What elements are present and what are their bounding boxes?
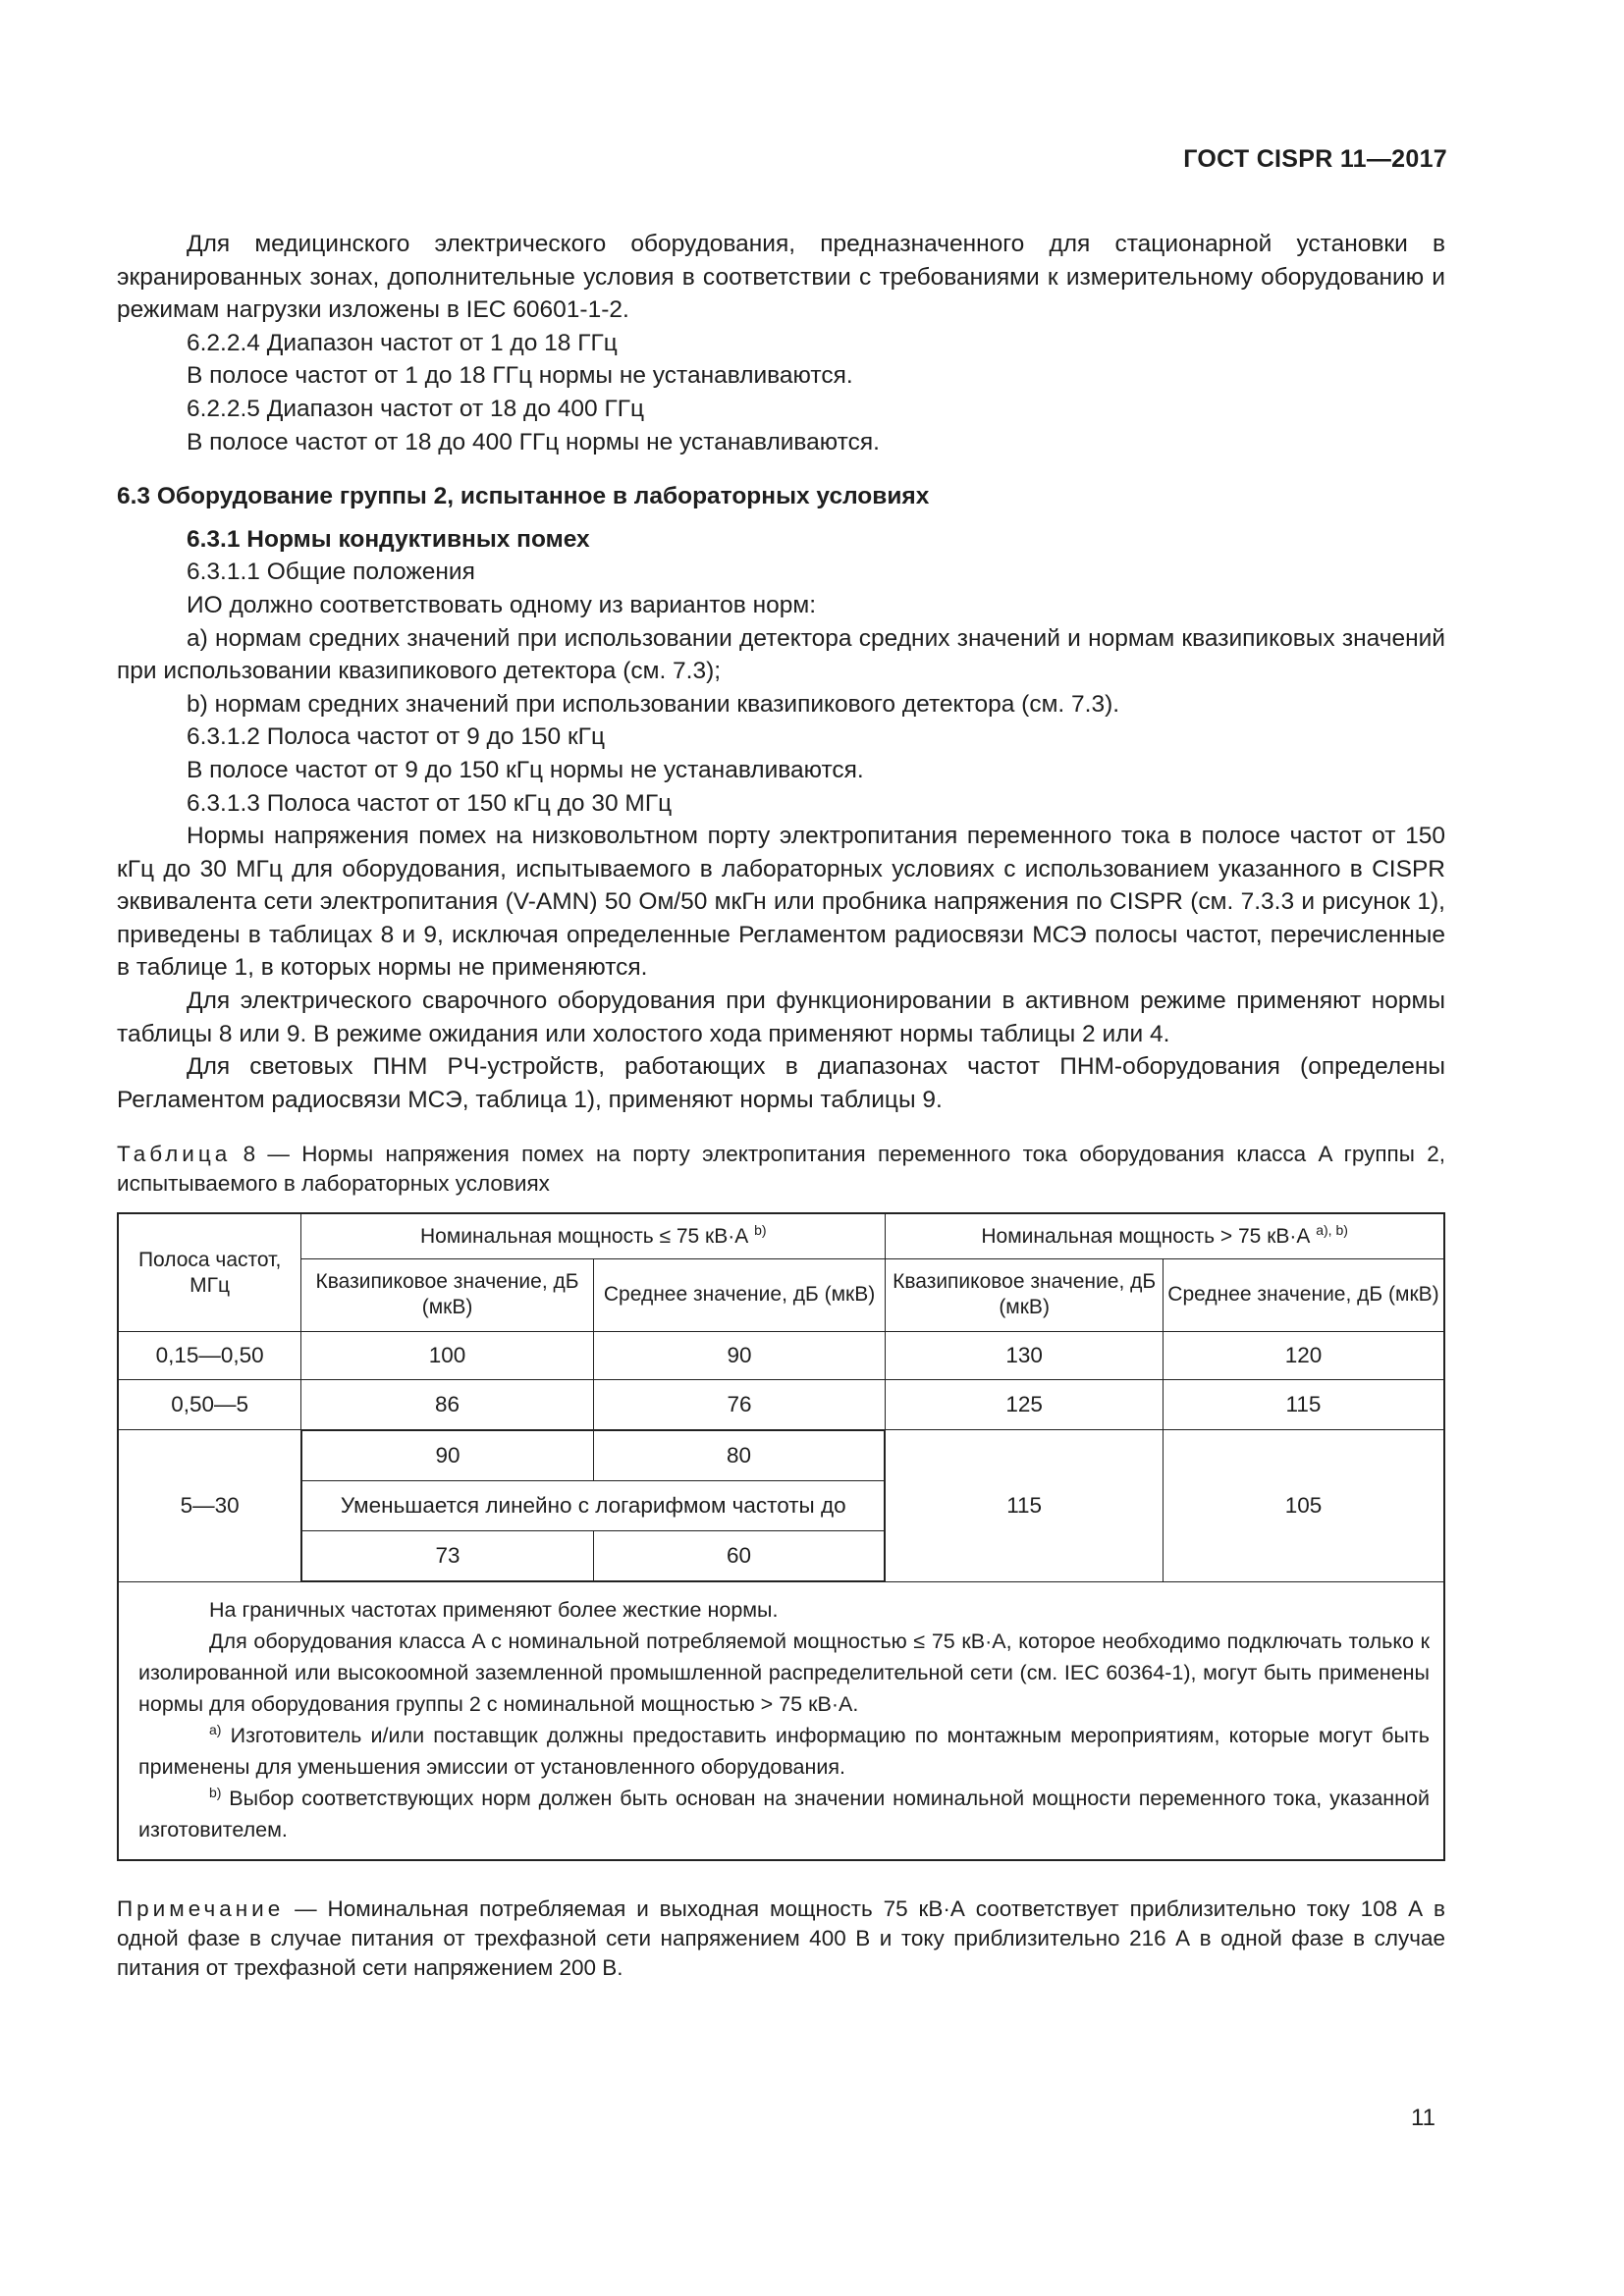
decreasing-limits-block — [301, 1430, 885, 1581]
cell-value: 73 — [302, 1530, 594, 1580]
cell-value: 115 — [1163, 1379, 1444, 1429]
cell-value: 125 — [886, 1379, 1164, 1429]
paragraph: Нормы напряжения помех на низковольтном порту электропитания переменного тока в полосе частот от 150 кГц до 30 МГц для оборудования, испытываемого в лабораторных условиях с использованием указанного в CISPR эквивалента сети электропитания (V-AMN) 50 Ом/50 мкГн или пробника напряжения по CISPR (см. 7.3.3 и рисунок 1), приведены в таблицах 8 и 9, исключая определенные Регламентом радиосвязи МСЭ полосы частот, перечисленные в таблице 1, в которых нормы не применяются. — [117, 823, 1445, 982]
cell-value: 130 — [886, 1331, 1164, 1379]
paragraph: В полосе частот от 18 до 400 ГГц нормы не устанавливаются. — [187, 428, 880, 455]
header-quasi-peak: Квазипиковое значение, дБ (мкВ) — [886, 1258, 1164, 1331]
cell-value: 90 — [593, 1331, 886, 1379]
page-content — [117, 228, 1445, 1983]
table-row — [118, 1429, 1444, 1581]
cell-decreasing-limits — [301, 1429, 886, 1581]
table-caption — [117, 1140, 1445, 1199]
header-freq-band: Полоса частот, МГц — [118, 1213, 301, 1331]
cell-value: 76 — [593, 1379, 886, 1429]
note-label: Примечание — [117, 1896, 285, 1921]
cell-value: 115 — [886, 1429, 1164, 1581]
list-item: a) нормам средних значений при использовании детектора средних значений и нормам квазипиковых значений при использовании квазипикового детектора (см. 7.3); — [117, 624, 1445, 685]
paragraph: В полосе частот от 1 до 18 ГГц нормы не устанавливаются. — [187, 362, 853, 390]
table-row — [118, 1331, 1444, 1379]
cell-freq: 0,15—0,50 — [118, 1331, 301, 1379]
clause-heading: 6.3.1.2 Полоса частот от 9 до 150 кГц — [187, 723, 605, 751]
table-notes — [118, 1581, 1444, 1860]
cell-value: 90 — [302, 1430, 594, 1480]
cell-value: 86 — [301, 1379, 594, 1429]
cell-freq: 5—30 — [118, 1429, 301, 1581]
decrease-note: Уменьшается линейно с логарифмом частоты до — [302, 1480, 885, 1530]
table-caption-text: 8 — Нормы напряжения помех на порту электропитания переменного тока оборудования класса A группы 2, испытываемого в лабораторных условиях — [117, 1142, 1445, 1197]
table-note: На граничных частотах применяют более жесткие нормы. — [209, 1597, 779, 1622]
cell-value: 105 — [1163, 1429, 1444, 1581]
paragraph: ИО должно соответствовать одному из вариантов норм: — [187, 591, 817, 618]
header-power-gt-75: Номинальная мощность > 75 кВ·А $^{a), b)}$ — [886, 1213, 1444, 1258]
header-average: Среднее значение, дБ (мкВ) — [593, 1258, 886, 1331]
table-footnote-a: $^{a)}$ Изготовитель и/или поставщик должны предоставить информацию по монтажным мероприятиям, которые могут быть применены для уменьшения эмиссии от установленного оборудования. — [138, 1721, 1430, 1779]
cell-value: 60 — [593, 1530, 885, 1580]
note-text: — Номинальная потребляемая и выходная мощность 75 кВ·А соответствует приблизительно току 108 А в одной фазе в случае питания от трехфазной сети напряжением 400 В и току приблизительно 216 А в одной фазе в случае питания от трехфазной сети напряжением 200 В. — [117, 1896, 1445, 1980]
clause-heading: 6.3.1.3 Полоса частот от 150 кГц до 30 МГц — [187, 789, 673, 817]
table-caption-label: Таблица — [117, 1142, 232, 1167]
page-number: 11 — [1411, 2105, 1435, 2131]
cell-value: 120 — [1163, 1331, 1444, 1379]
paragraph: Для электрического сварочного оборудования при функционировании в активном режиме применяют нормы таблицы 8 или 9. В режиме ожидания или холостого хода применяют нормы таблицы 2 или 4. — [117, 988, 1445, 1047]
clause-heading: 6.2.2.4 Диапазон частот от 1 до 18 ГГц — [187, 329, 618, 356]
cell-value: 80 — [593, 1430, 885, 1480]
header-average: Среднее значение, дБ (мкВ) — [1163, 1258, 1444, 1331]
section-heading: 6.3 Оборудование группы 2, испытанное в лабораторных условиях — [117, 483, 930, 510]
clause-heading: 6.3.1.1 Общие положения — [187, 559, 475, 586]
header-power-le-75: Номинальная мощность ≤ 75 кВ·А $^{b)}$ — [301, 1213, 886, 1258]
paragraph: В полосе частот от 9 до 150 кГц нормы не устанавливаются. — [187, 756, 864, 783]
table-notes-row — [118, 1581, 1444, 1860]
list-item: b) нормам средних значений при использовании квазипикового детектора (см. 7.3). — [187, 690, 1120, 718]
table-row — [118, 1379, 1444, 1429]
header-quasi-peak: Квазипиковое значение, дБ (мкВ) — [301, 1258, 594, 1331]
note-paragraph — [117, 1895, 1445, 1983]
table-footnote-b: $^{b)}$ Выбор соответствующих норм должен быть основан на значении номинальной мощности переменного тока, указанной изготовителем. — [138, 1784, 1430, 1842]
paragraph: Для медицинского электрического оборудования, предназначенного для стационарной установки в экранированных зонах, дополнительные условия в соответствии с требованиями к измерительному оборудованию и режимам нагрузки изложены в IEC 60601-1-2. — [117, 231, 1445, 324]
table-note: Для оборудования класса A с номинальной потребляемой мощностью ≤ 75 кВ·А, которое необходимо подключать только к изолированной или высокоомной заземленной промышленной распределительной сети (см. IEC 60364-1), могут быть применены нормы для оборудования группы 2 с номинальной мощностью > 75 кВ·А. — [138, 1629, 1430, 1716]
norms-table — [117, 1212, 1445, 1861]
cell-value: 100 — [301, 1331, 594, 1379]
clause-heading: 6.2.2.5 Диапазон частот от 18 до 400 ГГц — [187, 395, 645, 422]
subsection-heading: 6.3.1 Нормы кондуктивных помех — [187, 525, 590, 553]
paragraph: Для световых ПНМ РЧ-устройств, работающих в диапазонах частот ПНМ-оборудования (определены Регламентом радиосвязи МСЭ, таблица 1), применяют нормы таблицы 9. — [117, 1053, 1445, 1113]
cell-freq: 0,50—5 — [118, 1379, 301, 1429]
document-header: ГОСТ CISPR 11—2017 — [1183, 145, 1447, 173]
